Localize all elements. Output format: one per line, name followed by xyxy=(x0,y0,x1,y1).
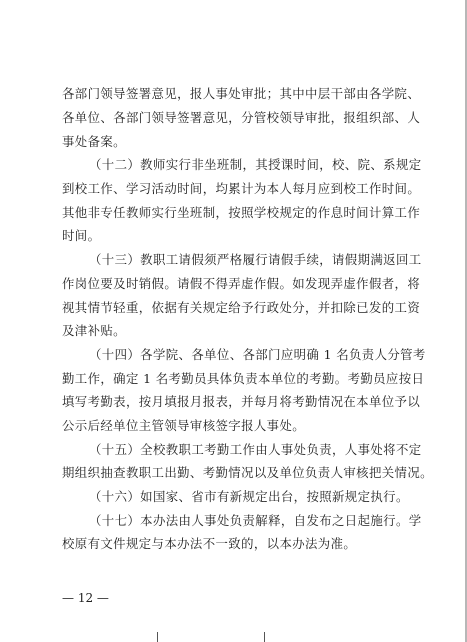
text-line: 其他非专任教师实行坐班制，按照学校规定的作息时间计算工作 xyxy=(62,205,421,220)
text-line: 期组织抽查教职工出勤、考勤情况以及单位负责人审核把关情况。 xyxy=(62,465,433,480)
text-line: 公示后经单位主管领导审核签字报人事处。 xyxy=(62,418,306,433)
text-line: （十七）本办法由人事处负责解释，自发布之日起施行。学 xyxy=(89,513,422,528)
text-line: 作岗位要及时销假。请假不得弄虚作假。如发现弄虚作假者，将 xyxy=(62,276,421,291)
text-line: （十五）全校教职工考勤工作由人事处负责，人事处将不定 xyxy=(89,442,422,457)
text-line: 到校工作、学习活动时间，均累计为本人每月应到校工作时间。 xyxy=(62,181,421,196)
text-line: 及津补贴。 xyxy=(62,323,126,338)
text-line: 校原有文件规定与本办法不一致的，以本办法为准。 xyxy=(62,536,357,551)
scan-mark xyxy=(264,632,265,642)
text-line: （十三）教职工请假须严格履行请假手续，请假期满返回工 xyxy=(89,252,422,267)
text-line: 时间。 xyxy=(62,228,101,243)
text-line: 各单位、各部门领导签署意见，分管校领导审批，报组织部、人 xyxy=(62,110,421,125)
text-line: （十四）各学院、各单位、各部门应明确 1 名负责人分管考 xyxy=(89,347,426,362)
text-line: 事处备案。 xyxy=(62,134,126,149)
text-line: 勤工作，确定 1 名考勤员具体负责本单位的考勤。考勤员应按日 xyxy=(62,371,425,386)
text-line: 视其情节轻重，依据有关规定给予行政处分，并扣除已发的工资 xyxy=(62,300,421,315)
page-number: — 12 — xyxy=(62,591,109,605)
text-line: （十六）如国家、省市有新规定出台，按照新规定执行。 xyxy=(89,489,409,504)
text-line: （十二）教师实行非坐班制，其授课时间，校、院、系规定 xyxy=(89,157,422,172)
text-line: 填写考勤表，按月填报月报表，并每月将考勤情况在本单位予以 xyxy=(62,394,421,409)
scan-mark xyxy=(157,632,158,642)
text-line: 各部门领导签署意见，报人事处审批；其中中层干部由各学院、 xyxy=(62,86,421,101)
